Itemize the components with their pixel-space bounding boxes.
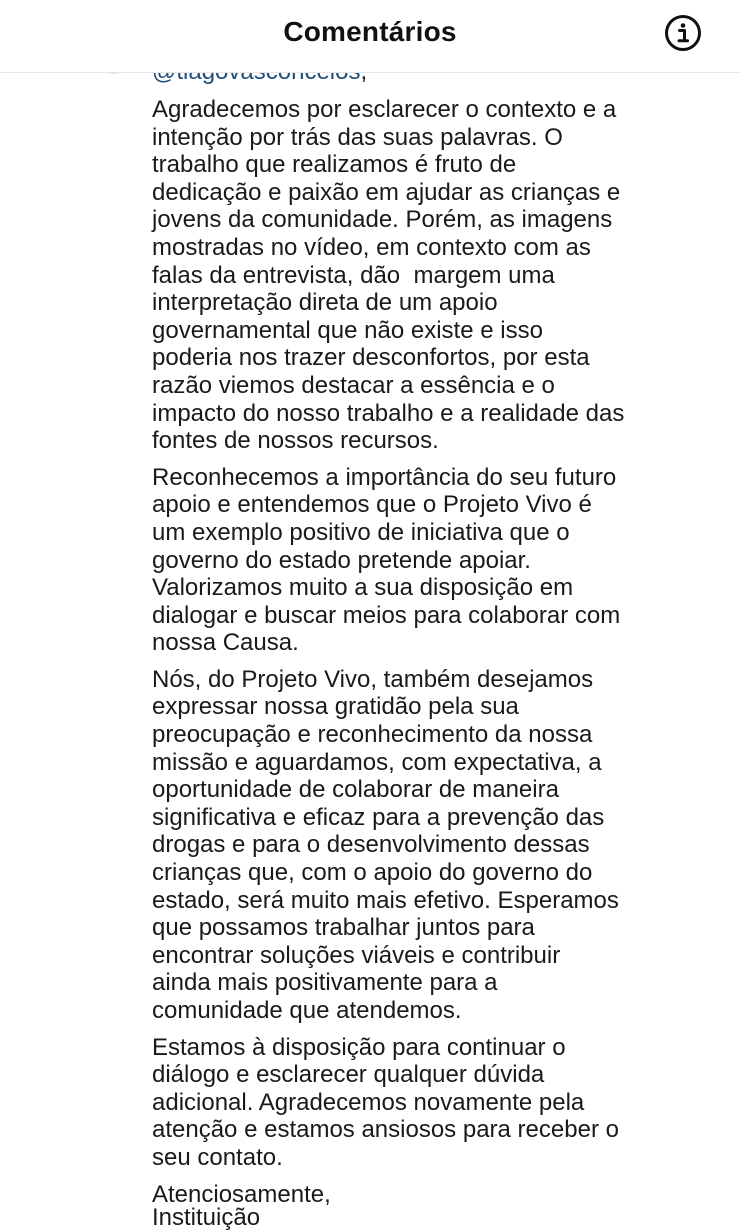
comment-paragraph-2: Reconhecemos a importância do seu futuro apoio e entendemos que o Projeto Vivo é um exemplo positivo de iniciativa que o governo do estado pretende apoiar. Valorizamos muito a sua disposição em dialogar e buscar meios para colaborar com nossa Causa.	[152, 463, 621, 657]
page-title: Comentários	[283, 16, 457, 47]
comment-paragraph-4: Estamos à disposição para continuar o diálogo e esclarecer qualquer dúvida adicional. Agradecemos novamente pela atenção e estamos ansiosos para receber o seu contato.	[152, 1033, 619, 1171]
comment-paragraph-3: Nós, do Projeto Vivo, também desejamos expressar nossa gratidão pela sua preocupação e reconhecimento da nossa missão e aguardamos, com expectativa, a oportunidade de colaborar de maneira significativa e eficaz para a prevenção das drogas e para o desenvolvimento dessas crianças que, com o apoio do governo do estado, será muito mais efetivo. Esperamos que possamos trabalhar juntos para encontrar soluções viáveis e contribuir ainda mais positivamente para a comunidade que atendemos.	[152, 665, 619, 1024]
info-circle-icon	[664, 14, 702, 52]
comment-body	[152, 96, 672, 1217]
info-button[interactable]	[664, 14, 702, 52]
comment-signoff: Atenciosamente,	[152, 1180, 331, 1208]
comments-header	[0, 0, 740, 73]
comment-paragraph-1: Agradecemos por esclarecer o contexto e a intenção por trás das suas palavras. O trabalho que realizamos é fruto de dedicação e paixão em ajudar as crianças e jovens da comunidade. Porém, as imagens mostradas no vídeo, em contexto com as falas da entrevista, dão margem uma interpretação direta de um apoio governamental que não existe e isso poderia nos trazer desconfortos, por esta razão viemos destacar a essência e o impacto do nosso trabalho e a realidade das fontes de nossos recursos.	[152, 96, 625, 455]
comment-cut-off-line: Instituição	[152, 1204, 261, 1231]
